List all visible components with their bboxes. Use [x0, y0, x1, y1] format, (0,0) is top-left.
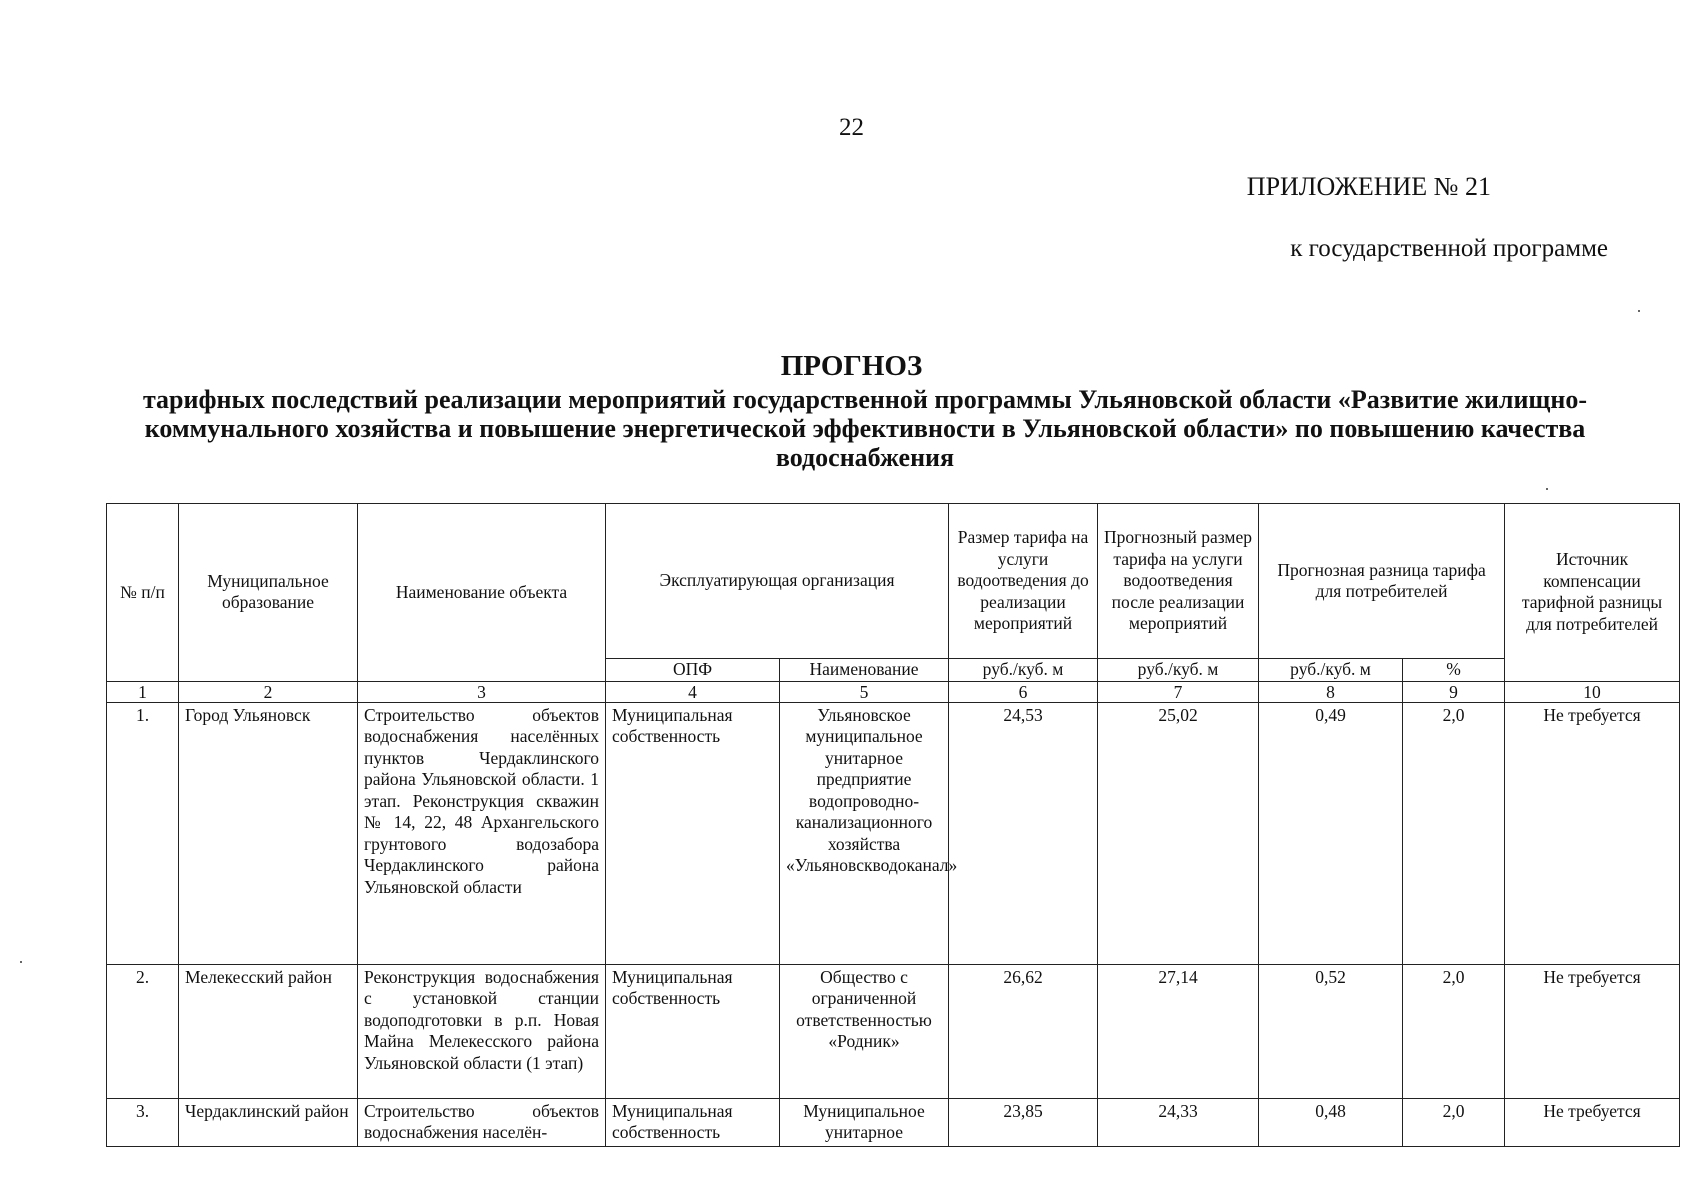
row-municipality: Мелекесский район [179, 964, 358, 1098]
row-opf: Муниципальная собственность [606, 964, 780, 1098]
scan-speck [1638, 310, 1640, 312]
document-title: ПРОГНОЗ [780, 350, 923, 382]
header-unit-before: руб./куб. м [949, 659, 1098, 682]
column-number: 1 [107, 681, 179, 702]
header-unit-after: руб./куб. м [1098, 659, 1259, 682]
header-tariff-after: Прогнозный размер тарифа на услуги водоотведения после реализации мероприятий [1098, 504, 1259, 659]
row-compensation: Не требуется [1505, 702, 1680, 964]
row-tariff-after: 24,33 [1098, 1098, 1259, 1146]
row-tariff-before: 26,62 [949, 964, 1098, 1098]
column-number: 6 [949, 681, 1098, 702]
column-number-row [107, 681, 1680, 702]
row-diff-percent: 2,0 [1403, 702, 1505, 964]
column-number: 8 [1259, 681, 1403, 702]
scan-speck [20, 961, 22, 963]
row-tariff-before: 23,85 [949, 1098, 1098, 1146]
scan-speck [1546, 488, 1548, 490]
row-compensation: Не требуется [1505, 1098, 1680, 1146]
header-object: Наименование объекта [358, 504, 606, 682]
row-tariff-before: 24,53 [949, 702, 1098, 964]
page-number: 22 [839, 114, 864, 141]
header-org-name: Наименование [780, 659, 949, 682]
row-diff-rub: 0,48 [1259, 1098, 1403, 1146]
appendix-title: ПРИЛОЖЕНИЕ № 21 [1246, 172, 1491, 201]
column-number: 9 [1403, 681, 1505, 702]
row-object: Реконструкция водоснабжения с установкой станции водоподготовки в р.п. Новая Майна Мелекесского района Ульяновской области (1 этап) [358, 964, 606, 1098]
document-subtitle: тарифных последствий реализации мероприятий государственной программы Ульяновской области «Развитие жилищно-коммунального хозяйства и повышение энергетической эффективности в Ульяновской области» по повышению качества водоснабжения [142, 385, 1588, 472]
row-number: 1. [107, 702, 179, 964]
row-tariff-after: 25,02 [1098, 702, 1259, 964]
column-number: 7 [1098, 681, 1259, 702]
header-num: № п/п [107, 504, 179, 682]
header-tariff-diff: Прогнозная разница тарифа для потребителей [1259, 504, 1505, 659]
row-org-name: Муниципальное унитарное [780, 1098, 949, 1146]
header-tariff-before: Размер тарифа на услуги водоотведения до реализации мероприятий [949, 504, 1098, 659]
row-object: Строительство объектов водоснабжения населённых пунктов Чердаклинского района Ульяновской области. 1 этап. Реконструкция скважин № 14, 22, 48 Архангельского грунтового водозабора Чердаклинского района Ульяновской области [358, 702, 606, 964]
column-number: 2 [179, 681, 358, 702]
row-diff-percent: 2,0 [1403, 964, 1505, 1098]
row-tariff-after: 27,14 [1098, 964, 1259, 1098]
column-number: 4 [606, 681, 780, 702]
header-unit-diff-rub: руб./куб. м [1259, 659, 1403, 682]
row-opf: Муниципальная собственность [606, 1098, 780, 1146]
row-object: Строительство объектов водоснабжения населён- [358, 1098, 606, 1146]
header-municipality: Муниципальное образование [179, 504, 358, 682]
row-municipality: Город Ульяновск [179, 702, 358, 964]
table-row [107, 1098, 1680, 1146]
appendix-subtitle: к государственной программе [1290, 235, 1608, 262]
table-row [107, 964, 1680, 1098]
column-number: 3 [358, 681, 606, 702]
row-opf: Муниципальная собственность [606, 702, 780, 964]
column-number: 5 [780, 681, 949, 702]
row-number: 2. [107, 964, 179, 1098]
row-municipality: Чердаклинский район [179, 1098, 358, 1146]
header-opf: ОПФ [606, 659, 780, 682]
table-row [107, 702, 1680, 964]
row-org-name: Ульяновское муниципальное унитарное предприятие водопроводно-канализационного хозяйства «Ульяновскводоканал» [780, 702, 949, 964]
row-diff-percent: 2,0 [1403, 1098, 1505, 1146]
row-org-name: Общество с ограниченной ответственностью «Родник» [780, 964, 949, 1098]
row-number: 3. [107, 1098, 179, 1146]
forecast-table [106, 503, 1680, 1147]
row-diff-rub: 0,52 [1259, 964, 1403, 1098]
column-number: 10 [1505, 681, 1680, 702]
header-compensation: Источник компенсации тарифной разницы для потребителей [1505, 504, 1680, 682]
row-compensation: Не требуется [1505, 964, 1680, 1098]
header-unit-diff-percent: % [1403, 659, 1505, 682]
row-diff-rub: 0,49 [1259, 702, 1403, 964]
header-operator: Эксплуатирующая организация [606, 504, 949, 659]
